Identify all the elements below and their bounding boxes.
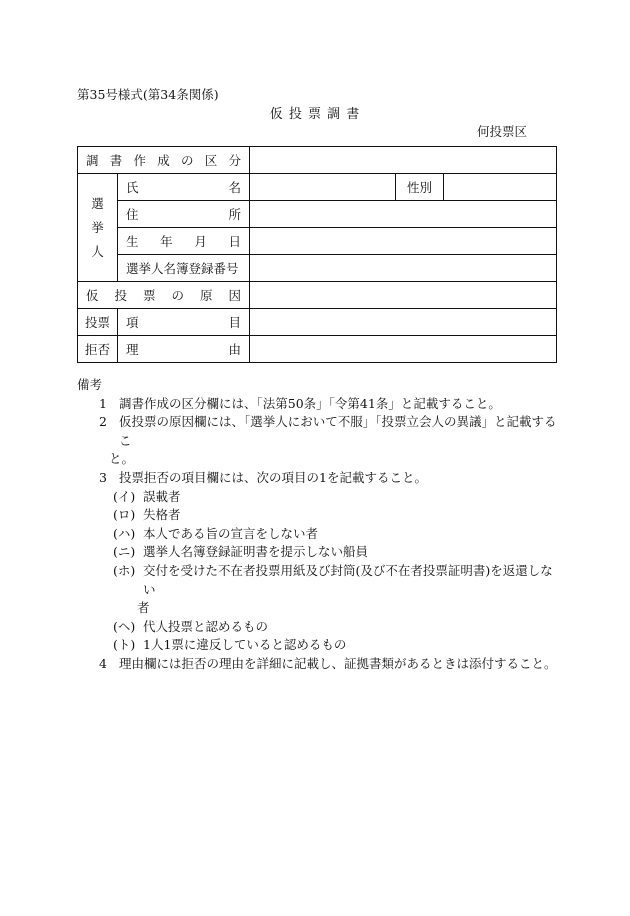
voter-char: 挙 [91, 219, 104, 235]
note-text: 仮投票の原因欄には、「選挙人において不服」「投票立会人の異議」と記載するこ [119, 414, 557, 448]
name-label: 氏名 [118, 174, 250, 201]
subitem-mark: (ホ) [113, 562, 136, 578]
voter-char: 人 [91, 243, 104, 259]
subitem-mark: (ニ) [113, 544, 136, 560]
document-title: 仮 投 票 調 書 [269, 107, 361, 122]
note-subitem [77, 543, 557, 562]
subitem-text: 代人投票と認めるもの [143, 618, 269, 634]
reject-label-bottom: 拒否 [78, 336, 118, 363]
subitem-text: 誤載者 [143, 488, 181, 504]
subitem-text: 失格者 [143, 507, 181, 523]
row-address [78, 201, 557, 228]
note-text: 投票拒否の項目欄には、次の項目の1を記載すること。 [119, 469, 427, 485]
voter-group-label [78, 174, 118, 282]
row-reject-item [78, 309, 557, 336]
note-item [77, 413, 557, 450]
subitem-mark: (ヘ) [113, 618, 136, 634]
note-subitem [77, 636, 557, 655]
note-item [77, 469, 557, 488]
cause-value-cell [250, 282, 557, 309]
address-value-cell [250, 201, 557, 228]
note-subitem [77, 562, 557, 599]
item-value-cell [250, 309, 557, 336]
subitem-text: 本人である旨の宣言をしない者 [143, 525, 319, 541]
row-reject-reason [78, 336, 557, 363]
subitem-mark: (ト) [113, 637, 136, 653]
form-number: 第35号様式(第34条関係) [77, 87, 219, 102]
subitem-mark: (ロ) [113, 507, 136, 523]
cause-label: 仮投票の原因 [78, 282, 250, 309]
register-label: 選挙人名簿登録番号 [118, 255, 250, 282]
note-subitem [77, 488, 557, 507]
note-number: 4 [99, 655, 107, 671]
voter-char: 選 [91, 195, 104, 211]
dob-label: 生年月日 [118, 228, 250, 255]
subitem-text: 1人1票に違反していると認めるもの [143, 637, 347, 653]
reason-label: 理由 [118, 336, 250, 363]
note-text: 調書作成の区分欄には、「法第50条」「令第41条」と記載すること。 [119, 395, 501, 411]
kubun-label: 調書作成の区分 [78, 147, 250, 174]
note-subitem [77, 506, 557, 525]
dob-value-cell [250, 228, 557, 255]
subitem-text: 選挙人名簿登録証明書を提示しない船員 [143, 544, 369, 560]
subitem-text: 交付を受けた不在者投票用紙及び封筒(及び不在者投票証明書)を返還しない [143, 562, 553, 597]
row-kubun [78, 147, 557, 174]
row-name [78, 174, 557, 201]
kubun-value-cell [250, 147, 557, 174]
subitem-continuation: 者 [137, 600, 150, 616]
note-item [77, 655, 557, 674]
note-number: 2 [99, 414, 107, 430]
subitem-mark: (ハ) [113, 525, 136, 541]
district-label: 何投票区 [476, 124, 527, 139]
notes-heading: 備考 [77, 377, 103, 392]
name-value-cell [250, 174, 396, 201]
note-number: 1 [99, 395, 107, 411]
note-number: 3 [99, 469, 107, 485]
subitem-mark: (イ) [113, 488, 136, 504]
address-label: 住所 [118, 201, 250, 228]
note-subitem [77, 525, 557, 544]
item-label: 項目 [118, 309, 250, 336]
row-register [78, 255, 557, 282]
row-cause [78, 282, 557, 309]
gender-value-cell [444, 174, 557, 201]
register-value-cell [250, 255, 557, 282]
note-item [77, 395, 557, 414]
notes-section [77, 376, 557, 674]
note-text: 理由欄には拒否の理由を詳細に記載し、証拠書類があるときは添付すること。 [119, 655, 557, 671]
note-subitem [77, 618, 557, 637]
row-dob [78, 228, 557, 255]
reason-value-cell [250, 336, 557, 363]
gender-label: 性別 [396, 174, 444, 201]
note-continuation: と。 [109, 451, 135, 467]
reject-label-top: 投票 [78, 309, 118, 336]
provisional-vote-form-table [77, 146, 557, 363]
